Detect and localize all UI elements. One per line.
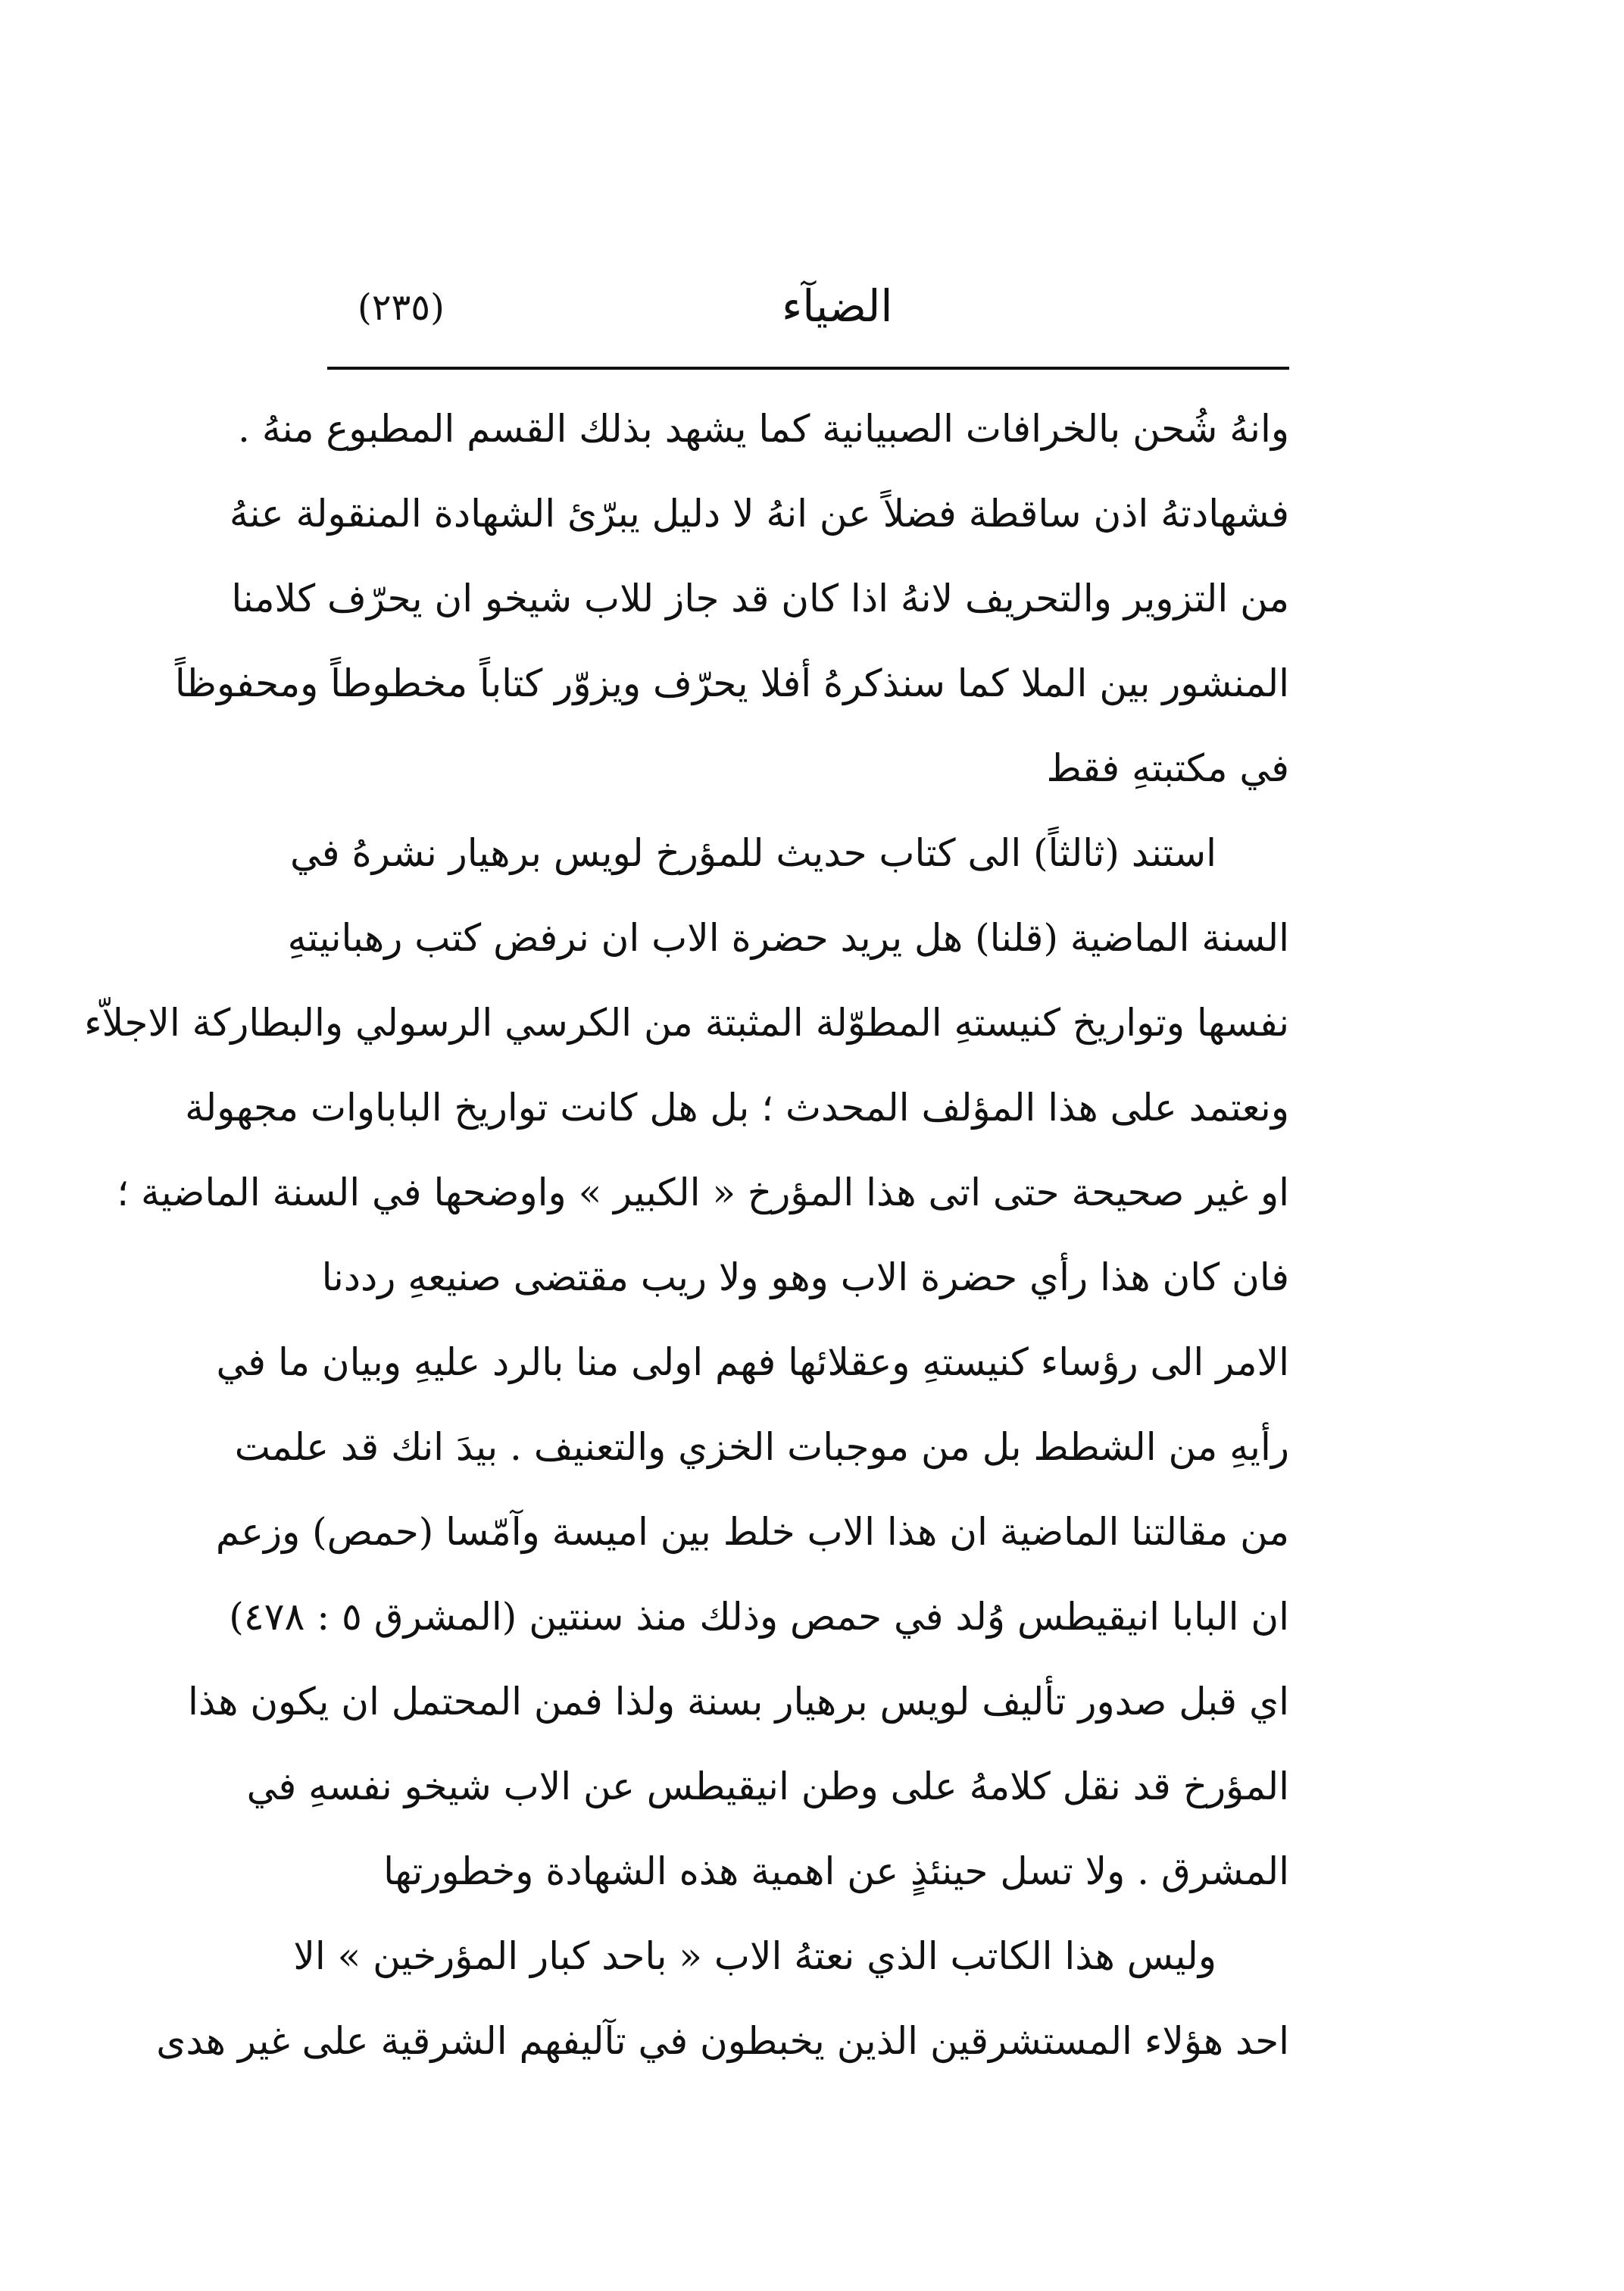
text-line: نفسها وتواريخ كنيستهِ المطوّلة المثبتة من الكرسي الرسولي والبطاركة الاجلاّء — [84, 1001, 1289, 1045]
text-line: السنة الماضية (قلنا) هل يريد حضرة الاب ان نرفض كتب رهبانيتهِ — [287, 916, 1289, 960]
running-head — [327, 280, 1291, 356]
text-line: الامر الى رؤساء كنيستهِ وعقلائها فهم اولى منا بالرد عليهِ وبيان ما في — [216, 1340, 1289, 1384]
text-line: المشرق . ولا تسل حينئذٍ عن اهمية هذه الشهادة وخطورتها — [383, 1849, 1289, 1893]
text-line: فان كان هذا رأي حضرة الاب وهو ولا ريب مقتضى صنيعهِ رددنا — [321, 1255, 1289, 1299]
text-line: المؤرخ قد نقل كلامهُ على وطن انيقيطس عن الاب شيخو نفسهِ في — [246, 1764, 1289, 1808]
paragraph-start-line: استند (ثالثاً) الى كتاب حديث للمؤرخ لويس برهيار نشرهُ في — [289, 831, 1216, 875]
text-line: في مكتبتهِ فقط — [1046, 746, 1289, 790]
text-line: رأيهِ من الشطط بل من موجبات الخزي والتعنيف . بيدَ انك قد علمت — [234, 1425, 1289, 1469]
text-line: او غير صحيحة حتى اتى هذا المؤرخ « الكبير » واوضحها في السنة الماضية ؛ — [117, 1171, 1289, 1214]
text-line: فشهادتهُ اذن ساقطة فضلاً عن انهُ لا دليل يبرّئ الشهادة المنقولة عنهُ — [229, 492, 1289, 536]
body-text — [84, 386, 1289, 2083]
page-number: (٢٣٥) — [358, 286, 445, 329]
header-divider — [327, 367, 1289, 370]
journal-title: الضيآء — [782, 280, 893, 332]
text-line: ان البابا انيقيطس وُلد في حمص وذلك منذ سنتين (المشرق ٥ : ٤٧٨) — [229, 1595, 1289, 1639]
text-line: وانهُ شُحن بالخرافات الصبيانية كما يشهد بذلك القسم المطبوع منهُ . — [238, 407, 1289, 451]
text-line: اي قبل صدور تأليف لويس برهيار بسنة ولذا فمن المحتمل ان يكون هذا — [187, 1680, 1289, 1724]
text-line: من التزوير والتحريف لانهُ اذا كان قد جاز للاب شيخو ان يحرّف كلامنا — [231, 577, 1289, 620]
text-line: المنشور بين الملا كما سنذكرهُ أفلا يحرّف ويزوّر كتاباً مخطوطاً ومحفوظاً — [174, 661, 1289, 705]
paragraph-start-line: وليس هذا الكاتب الذي نعتهُ الاب « باحد كبار المؤرخين » الا — [293, 1934, 1216, 1978]
text-line: ونعتمد على هذا المؤلف المحدث ؛ بل هل كانت تواريخ الباباوات مجهولة — [185, 1086, 1289, 1130]
text-line: احد هؤلاء المستشرقين الذين يخبطون في تآليفهم الشرقية على غير هدى — [156, 2019, 1289, 2063]
text-line: من مقالتنا الماضية ان هذا الاب خلط بين اميسة وآمّسا (حمص) وزعم — [215, 1510, 1289, 1554]
